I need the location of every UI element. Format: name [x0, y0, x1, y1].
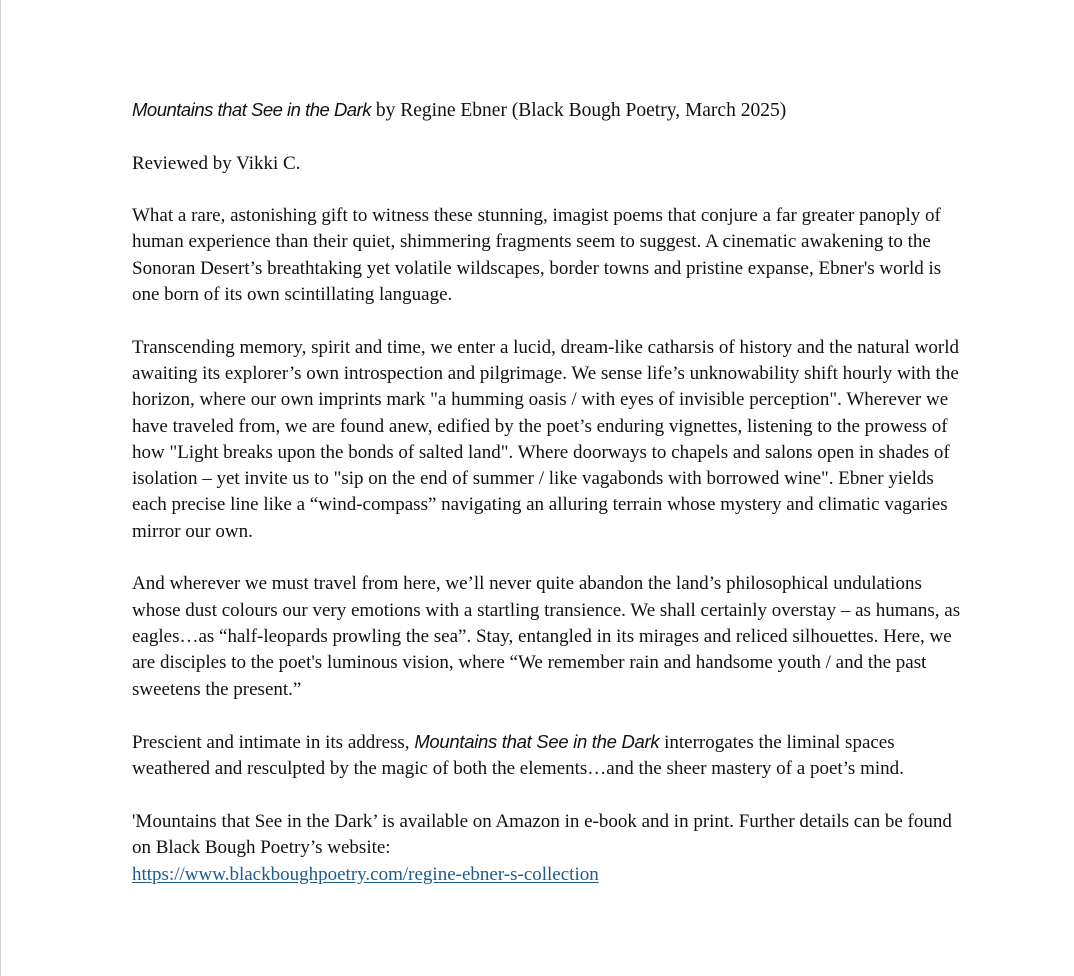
availability-note [132, 809, 962, 888]
book-title-details: by Regine Ebner (Black Bough Poetry, March 2025) [371, 100, 787, 121]
book-title: Mountains that See in the Dark [132, 99, 372, 120]
reviewer-credit: Reviewed by Vikki C. [132, 152, 301, 174]
availability-text: 'Mountains that See in the Dark’ is available on Amazon in e-book and in print. Further details can be found on Black Bough Poetry’s website: [132, 811, 952, 859]
paragraph-4-book-title: Mountains that See in the Dark [414, 731, 660, 753]
paragraph-4 [132, 729, 962, 783]
paragraph-4-rest: interrogates the liminal spaces weathered and resculpted by the magic of both the elements…and the sheer mastery of a poet’s mind. [132, 732, 904, 780]
document-body [132, 97, 962, 888]
paragraph-2: Transcending memory, spirit and time, we enter a lucid, dream-like catharsis of history and the natural world awaiting its explorer’s own introspection and pilgrimage. We sense life’s unknowability shift hourly with the horizon, where our own imprints mark "a humming oasis / with eyes of invisible perception". Wherever we have traveled from, we are found anew, edified by the poet’s enduring vignettes, listening to the prowess of how "Light breaks upon the bonds of salted land". Where doorways to chapels and salons open in shades of isolation – yet invite us to "sip on the end of summer / like vagabonds with borrowed wine". Ebner yields each precise line like a “wind-compass” navigating an alluring terrain whose mystery and climatic vagaries mirror our own. [132, 336, 959, 542]
paragraph-1: What a rare, astonishing gift to witness these stunning, imagist poems that conjure a far greater panoply of human experience than their quiet, shimmering fragments seem to suggest. A cinematic awakening to the Sonoran Desert’s breathtaking yet volatile wildscapes, border towns and pristine expanse, Ebner's world is one born of its own scintillating language. [132, 205, 942, 306]
paragraph-4-lead: Prescient and intimate in its address, [132, 732, 415, 754]
paragraph-3: And wherever we must travel from here, we’ll never quite abandon the land’s philosophical undulations whose dust colours our very emotions with a startling transience. We shall certainly overstay – as humans, as eagles…as “half-leopards prowling the sea”. Stay, entangled in its mirages and reliced silhouettes. Here, we are disciples to the poet's luminous vision, where “We remember rain and handsome youth / and the past sweetens the present.” [132, 573, 961, 700]
collection-link[interactable]: https://www.blackboughpoetry.com/regine-ebner-s-collection [132, 863, 599, 885]
review-title [132, 97, 962, 124]
